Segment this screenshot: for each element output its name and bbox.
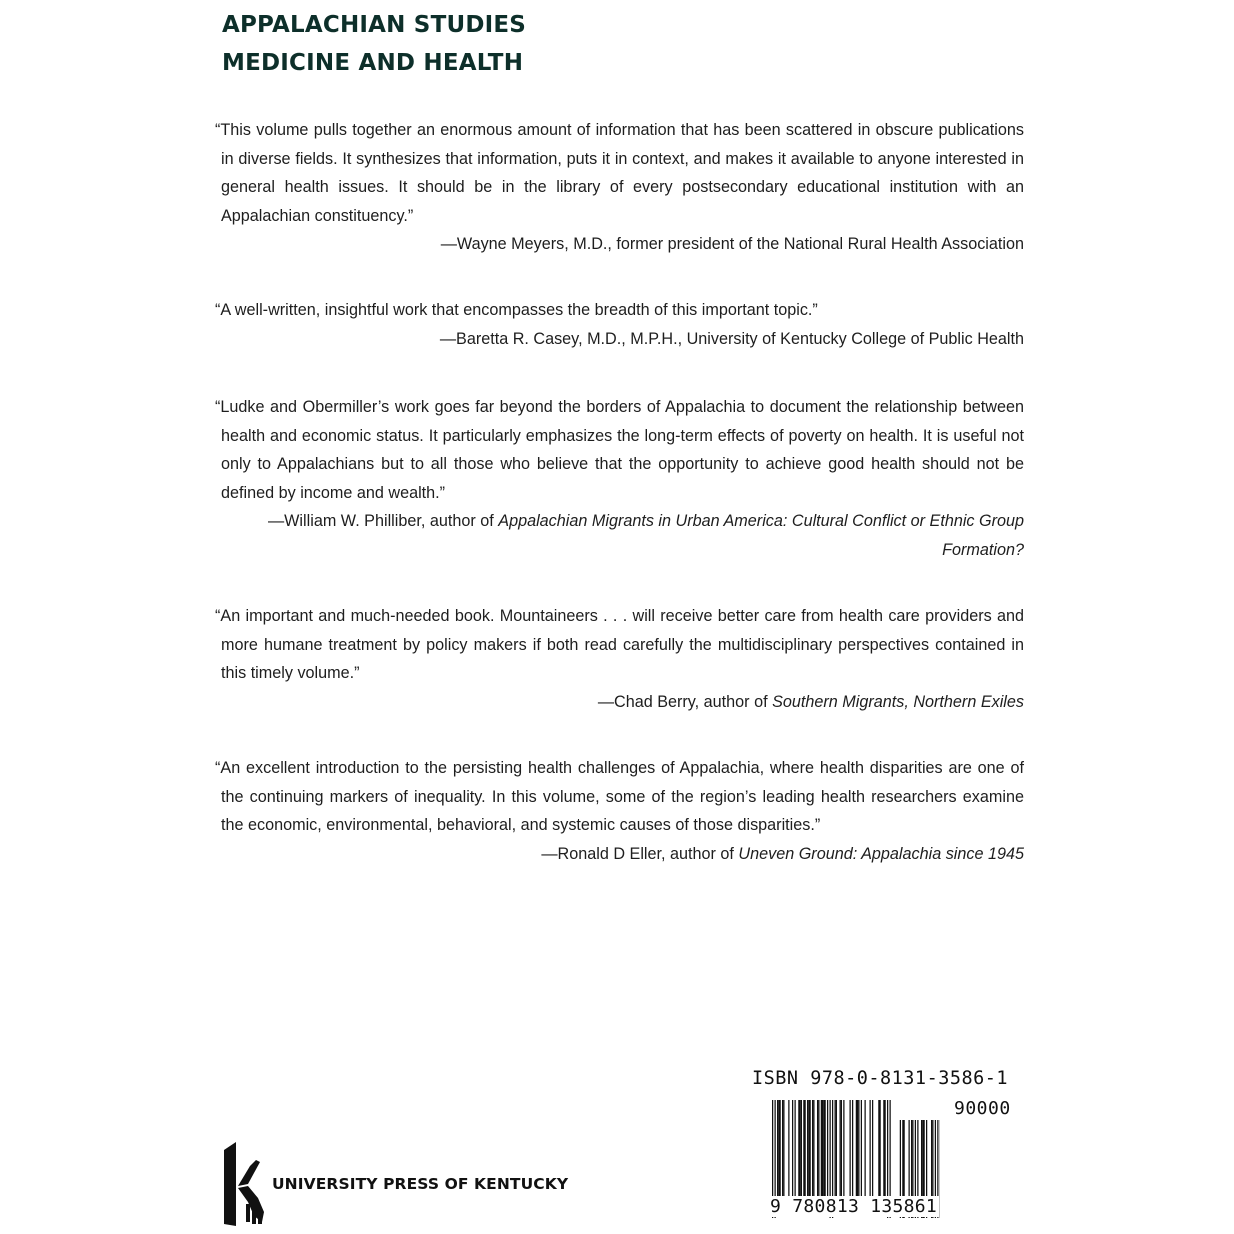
barcode-bar [850,1100,851,1204]
barcode-bar [807,1100,808,1204]
barcode-bar [861,1100,862,1204]
publisher-name: UNIVERSITY PRESS OF KENTUCKY [272,1175,569,1193]
endorsement-meyers [212,116,1024,259]
endorsement-quote: “This volume pulls together an enormous amount of information that has been scattered in obscure publications in diverse fields. It synthesizes that information, puts it in context, and makes it available to anyone interested in general health issues. It should be in the library of every postsecondary educational institution with an Appalachian constituency.” [215,121,1024,225]
barcode-bar [843,1100,844,1204]
barcode-bar [798,1100,799,1204]
isbn-text: ISBN 978-0-8131-3586-1 [752,1068,1009,1089]
barcode-bar [858,1100,859,1204]
barcode-bar [805,1100,806,1204]
barcode-bar [817,1100,818,1204]
barcode-bar [782,1100,783,1204]
barcode-bar [801,1100,802,1204]
barcode-bar [788,1100,789,1204]
barcode-bar [880,1100,881,1204]
barcode-bar [823,1100,824,1204]
barcode-bar [808,1100,809,1204]
barcode-bar [836,1100,837,1204]
barcode-bar [835,1100,836,1204]
endorsement-attribution: —Baretta R. Casey, M.D., M.P.H., University of Kentucky College of Public Health [439,329,1024,348]
barcode-bar [872,1100,873,1204]
endorsement-quote: “Ludke and Obermiller’s work goes far beyond the borders of Appalachia to document the relationship between health and economic status. It particularly emphasizes the long-term effects of poverty on health. It is useful not only to Appalachians but to all those who believe that the opportunity to achieve good health should not be defined by income and wealth.” [215,398,1024,502]
barcode-bar [810,1100,811,1204]
endorsement-attribution: —Ronald D Eller, author of Uneven Ground: Appalachia since 1945 [541,844,1024,863]
endorsement-berry [212,602,1024,716]
barcode-bar [883,1100,884,1204]
category-appalachian-studies: APPALACHIAN STUDIES [222,12,527,38]
barcode-digits: 9 780813 135861 [770,1196,938,1217]
endorsement-philliber [212,393,1024,565]
endorsement-casey [212,296,1024,353]
barcode-bar [780,1100,781,1204]
barcode-bar [878,1100,879,1204]
barcode-bar [856,1100,857,1204]
price-code: 90000 [954,1098,1011,1119]
endorsement-quote: “A well-written, insightful work that encompasses the breadth of this important topic.” [215,301,818,319]
barcode-bar [822,1100,823,1204]
barcode-bar [778,1100,779,1204]
barcode-bar [841,1100,842,1204]
barcode-bar [870,1100,871,1204]
endorsement-eller [212,754,1024,868]
barcode-bar [885,1100,886,1204]
barcode-bar [792,1100,793,1204]
barcode-bar [852,1100,853,1204]
barcode-bar [857,1100,858,1204]
endorsement-attribution: —Chad Berry, author of Southern Migrants, Northern Exiles [597,692,1024,711]
barcode-bar [827,1100,828,1204]
barcode-bar [825,1100,826,1204]
barcode-bar [783,1100,784,1204]
barcode-bar [800,1100,801,1204]
endorsement-quote: “An excellent introduction to the persisting health challenges of Appalachia, where health disparities are one of the continuing markers of inequality. In this volume, some of the region’s leading health researchers examine the economic, environmental, behavioral, and systemic causes of those disparities.” [215,759,1024,835]
barcode-bar [777,1100,778,1204]
barcode-bar [840,1100,841,1204]
barcode-bar [812,1100,813,1204]
barcode-bar [818,1100,819,1204]
endorser-book-title: Uneven Ground: Appalachia since 1945 [738,844,1024,863]
kentucky-k-logo-icon [222,1142,266,1226]
barcode-bar [795,1100,796,1204]
endorser-book-title: Appalachian Migrants in Urban America: Cultural Conflict or Ethnic Group Formation? [498,512,1024,559]
subject-categories [222,6,526,82]
endorsement-attribution: —William W. Philliber, author of Appalachian Migrants in Urban America: Cultural Conflict or Ethnic Group Formation? [267,512,1024,559]
barcode-bar [803,1100,804,1204]
barcode-bar [865,1100,866,1204]
endorser-book-title: Southern Migrants, Northern Exiles [772,692,1024,711]
category-medicine-health: MEDICINE AND HEALTH [222,50,524,76]
barcode-bar [813,1100,814,1204]
endorsement-quote: “An important and much-needed book. Mountaineers . . . will receive better care from health care providers and more humane treatment by policy makers if both read carefully the multidisciplinary perspectives contained in this timely volume.” [215,607,1024,683]
endorsement-attribution: —Wayne Meyers, M.D., former president of the National Rural Health Association [440,235,1024,254]
barcode-bar [821,1100,822,1204]
